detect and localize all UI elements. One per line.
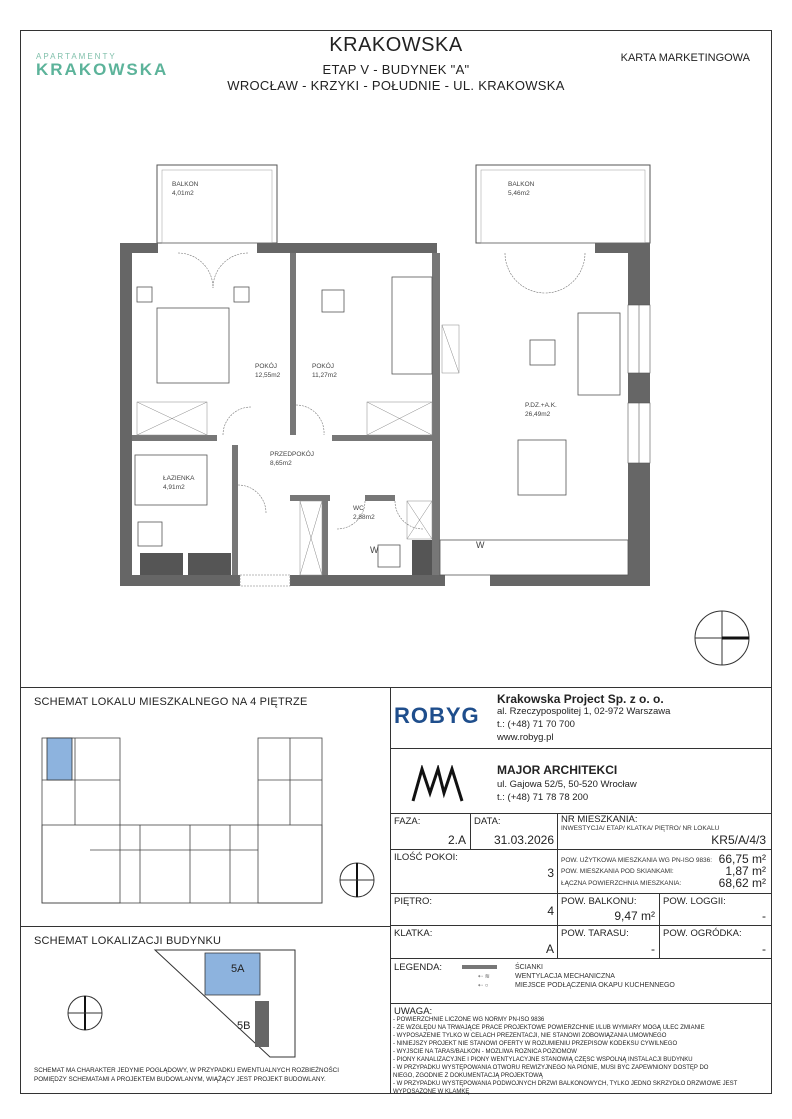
usable-label: POW. UŻYTKOWA MIESZKANIA WG PN-ISO 9836: — [561, 857, 713, 864]
note-item: - ZE WZGLĘDU NA TRWAJĄCE PRACE PROJEKTOWE POWIERZCHNIE I/LUB WYMIARY MOGĄ ULEC ZMIANIE — [393, 1025, 705, 1031]
schema-note: SCHEMAT MA CHARAKTER JEDYNIE POGLĄDOWY, W PRZYPADKU EWENTUALNYCH ROZBIEŻNOŚCI POMIĘDZY SCHEMATAMI A PROJEKTEM BUDOWLANYM, WIĄŻĄCY JEST PROJEKT BUDOWLANY. — [34, 1067, 339, 1083]
developer-address: al. Rzeczypospolitej 1, 02-972 Warszawa — [497, 706, 671, 717]
building-5b-label: 5B — [237, 1020, 251, 1032]
project-title: KRAKOWSKA — [329, 34, 463, 56]
nr-label: NR MIESZKANIA: — [561, 814, 638, 825]
terrace-label: POW. TARASU: — [561, 928, 629, 939]
legend-item: MIEJSCE PODŁĄCZENIA OKAPU KUCHENNEGO — [515, 982, 675, 989]
note-item: - W PRZYPADKU WYSTĘPOWANIA OTWORU REWIZYJNEGO NA PIONIE, MUSI BYĆ ZAPEWNIONY DOSTĘP DO — [393, 1065, 709, 1071]
building-5b — [255, 1001, 269, 1047]
room-name-label: POKÓJ — [255, 363, 278, 370]
loggia-value: - — [762, 909, 766, 923]
garden-value: - — [762, 942, 766, 956]
data-label: DATA: — [474, 816, 501, 827]
divider-main — [20, 687, 772, 688]
room-name-label: BALKON — [172, 181, 199, 188]
marker-w-1: W — [370, 545, 379, 555]
note-item: - WYPOSAŻENIE TYLKO W CELACH PREZENTACJI, NIE STANOWI ZOBOWIĄZANIA UMOWNEGO — [393, 1033, 667, 1039]
stair-value: A — [545, 942, 554, 956]
note-item: WYPOSAŻONE W KLAMKĘ — [393, 1089, 470, 1095]
hood-legend-icon: ⇠ ○ — [478, 983, 489, 989]
floor-schematic — [30, 720, 380, 920]
note-item: - PIONY KANALIZACYJNE I PIONY WENTYLACYJNE STANOWIĄ CZĘŚĆ WSPÓLNĄ INSTALACJI BUDYNKU — [393, 1057, 693, 1063]
room-name-label: PRZEDPOKÓJ — [270, 451, 315, 458]
slope-value: 1,87 m² — [725, 864, 766, 878]
note-item: - POWIERZCHNIE LICZONE WG NORMY PN-ISO 9836 — [393, 1017, 545, 1023]
floor-schema-title: SCHEMAT LOKALU MIESZKALNEGO NA 4 PIĘTRZE — [34, 696, 308, 708]
loggia-label: POW. LOGGII: — [663, 896, 726, 907]
slope-label: POW. MIESZKANIA POD SKIANKAMI: — [561, 868, 674, 875]
ventilation-legend-icon: ⇠ ≋ — [478, 974, 490, 980]
notes-label: UWAGA: — [394, 1006, 433, 1017]
schematic-compass-icon — [340, 863, 374, 897]
data-value: 31.03.2026 — [493, 833, 554, 847]
note-item: - NINIEJSZY PROJEKT NIE STANOWI OFERTY W ROZUMIENIU PRZEPISÓW KODEKSU CYWILNEGO — [393, 1041, 678, 1047]
rooms-label: ILOŚĆ POKOI: — [394, 852, 458, 863]
balcony-left — [157, 165, 277, 243]
room-name-label: P.DZ.+A.K. — [525, 402, 557, 409]
terrace-value: - — [651, 942, 655, 956]
floor-value: 4 — [547, 904, 554, 918]
apartment-highlight — [47, 738, 72, 780]
notes-list — [393, 1016, 763, 1096]
major-architekci-logo-icon — [410, 765, 465, 805]
total-value: 68,62 m² — [718, 876, 766, 890]
room-area-label: 4,01m2 — [172, 190, 194, 197]
marker-w-2: W — [476, 540, 485, 550]
rooms-value: 3 — [547, 866, 554, 880]
room-name-label: ŁAZIENKA — [163, 475, 195, 482]
note-item: - WYJŚCIE NA TARAS/BALKON - MOŻLIWA RÓŻNICA POZIOMÓW — [393, 1049, 577, 1055]
project-stage: ETAP V - BUDYNEK "A" — [322, 62, 470, 77]
note-item: - W PRZYPADKU WYSTĘPOWANIA PODWÓJNYCH DRZWI BALKONOWYCH, TYLKO JEDNO SKRZYDŁO DRZWIOWE JEST — [393, 1081, 738, 1087]
card-type: KARTA MARKETINGOWA — [620, 52, 750, 64]
logo-tagline: APARTAMENTY — [36, 52, 117, 61]
legend-label: LEGENDA: — [394, 962, 443, 973]
balcony-right — [476, 165, 650, 243]
legend-item: ŚCIANKI — [515, 964, 544, 971]
robyg-logo: ROBYG — [394, 703, 480, 728]
developer-web[interactable]: www.robyg.pl — [497, 732, 554, 743]
developer-phone: t.: (+48) 71 70 700 — [497, 719, 575, 730]
room-area-label: 2,88m2 — [353, 514, 375, 521]
architect-name: MAJOR ARCHITEKCI — [497, 763, 618, 777]
compass-icon — [695, 611, 749, 665]
stair-label: KLATKA: — [394, 928, 433, 939]
building-schema-title: SCHEMAT LOKALIZACJI BUDYNKU — [34, 935, 222, 947]
room-name-label: WC — [353, 505, 364, 512]
balcony-label: POW. BALKONU: — [561, 896, 637, 907]
room-area-label: 26,49m2 — [525, 411, 551, 418]
developer-name: Krakowska Project Sp. z o. o. — [497, 692, 664, 706]
nr-value: KR5/A/4/3 — [711, 833, 766, 847]
faza-value: 2.A — [447, 833, 466, 847]
legend-item: WENTYLACJA MECHANICZNA — [515, 973, 615, 980]
faza-label: FAZA: — [394, 816, 421, 827]
room-area-label: 5,46m2 — [508, 190, 530, 197]
total-label: ŁĄCZNA POWIERZCHNIA MIESZKANIA: — [561, 880, 682, 887]
wall-legend-icon — [462, 965, 497, 969]
room-area-label: 4,91m2 — [163, 484, 185, 491]
room-name-label: POKÓJ — [312, 363, 335, 370]
architect-address: ul. Gajowa 52/5, 50-520 Wrocław — [497, 779, 637, 790]
nr-sublabel: INWESTYCJA/ ETAP/ KLATKA/ PIĘTRO/ NR LOKALU — [561, 825, 720, 832]
room-area-label: 11,27m2 — [312, 372, 337, 379]
floor-label: PIĘTRO: — [394, 896, 433, 907]
logo-krakowska: KRAKOWSKA — [36, 60, 169, 79]
building-location-schematic — [30, 945, 380, 1065]
balcony-value: 9,47 m² — [614, 909, 655, 923]
entrance-door — [240, 575, 290, 586]
location-compass-icon — [68, 996, 102, 1030]
project-location: WROCŁAW - KRZYKI - POŁUDNIE - UL. KRAKOWSKA — [227, 78, 565, 93]
room-name-label: BALKON — [508, 181, 535, 188]
usable-value: 66,75 m² — [718, 852, 766, 866]
architect-phone: t.: (+48) 71 78 78 200 — [497, 792, 589, 803]
garden-label: POW. OGRÓDKA: — [663, 928, 742, 939]
room-area-label: 12,55m2 — [255, 372, 281, 379]
note-item: NIEGO, ZGODNIE Z DOKUMENTACJĄ PROJEKTOWĄ — [393, 1073, 543, 1079]
room-area-label: 8,65m2 — [270, 460, 292, 467]
building-5a-label: 5A — [231, 963, 245, 975]
